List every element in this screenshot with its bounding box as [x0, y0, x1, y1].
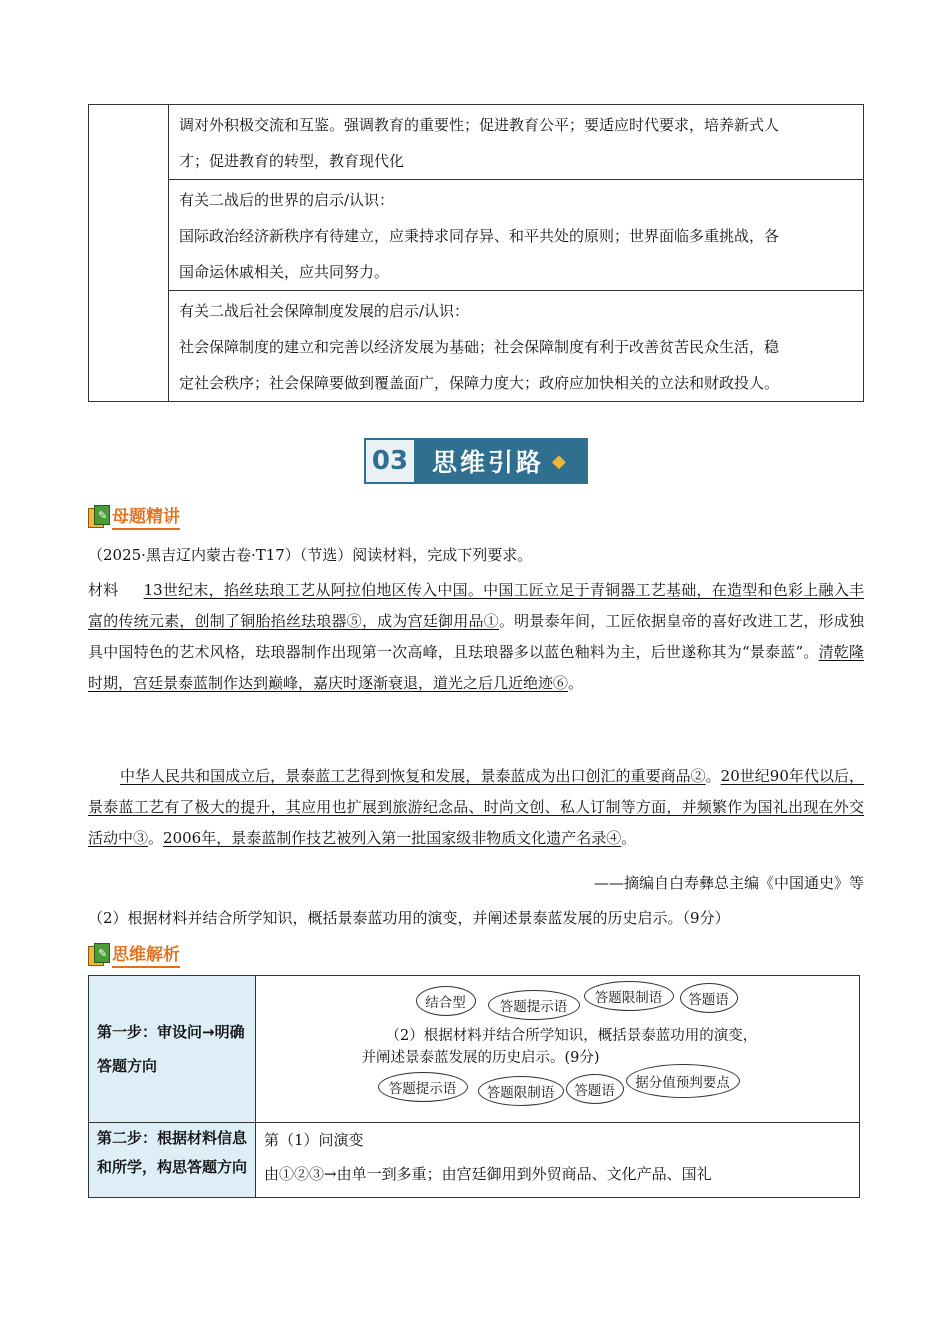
annotation-bubble: 答题语 [566, 1074, 624, 1104]
question-text: （2）根据材料并结合所学知识，概括景泰蓝功用的演变，并阐述景泰蓝发展的历史启示。（9分） [88, 909, 730, 927]
material-source: ——摘编自白寿彝总主编《中国通史》等 [593, 874, 864, 892]
material-paragraph-2 [88, 761, 864, 854]
annotation-bubble: 答题提示语 [488, 990, 580, 1020]
banner-title-text: 思维引路 [432, 448, 545, 477]
step-2-text: 由①②③→由单一到多重；由宫廷御用到外贸商品、文化产品、国礼 [264, 1165, 712, 1183]
annotation-bubble: 答题限制语 [584, 981, 674, 1011]
summary-table [88, 104, 864, 402]
summary-text-line: 有关二战后社会保障制度发展的启示/认识： [179, 302, 470, 320]
annotation-bubble: 结合型 [416, 986, 476, 1016]
material-label: 材料 [88, 581, 119, 599]
material-text: 。 [705, 767, 721, 785]
notebook-icon: ✎ [88, 505, 110, 527]
banner-title [414, 438, 588, 484]
diamond-icon: ◆ [552, 450, 569, 472]
summary-text-line: 国命运休戚相关，应共同努力。 [179, 263, 390, 281]
underlined-text: 2006年，景泰蓝制作技艺被列入第一批国家级非物质文化遗产名录④ [163, 829, 622, 847]
section-title: 思维解析 [112, 940, 180, 968]
material-paragraph-1 [88, 575, 864, 699]
underlined-text: 中华人民共和国成立后，景泰蓝工艺得到恢复和发展，景泰蓝成为出口创汇的重要商品② [120, 767, 706, 785]
material-text: 。明景泰年间，工匠依据皇帝的喜好改进工艺，形成独具中国特色的艺术风格，珐琅器制作出现第一次高峰，且珐琅器多以蓝色釉料为主，后世遂称其为“景泰蓝”。 [88, 612, 864, 661]
annotation-bubble: 答题提示语 [378, 1072, 468, 1102]
question-line-1: （2）根据材料并结合所学知识，概括景泰蓝功用的演变， [385, 1028, 758, 1044]
step-1-label: 第一步：审设问→明确答题方向 [89, 976, 256, 1123]
step-1-content [256, 976, 860, 1123]
summary-text-line: 调对外积极交流和互鉴。强调教育的重要性；促进教育公平；要适应时代要求，培养新式人 [179, 116, 780, 134]
material-text: 。 [621, 829, 637, 847]
summary-left-column [89, 105, 169, 402]
notebook-icon: ✎ [88, 943, 110, 965]
underlined-text: 清乾隆时期，宫廷景泰蓝制作达到巅峰，嘉庆时逐渐衰退，道光之后几近绝迹⑥ [88, 643, 864, 692]
section-banner [364, 438, 588, 484]
summary-text-line: 才；促进教育的转型，教育现代化 [179, 152, 405, 170]
annotation-bubble: 答题限制语 [478, 1076, 564, 1106]
underlined-text: 13世纪末，掐丝珐琅工艺从阿拉伯地区传入中国。中国工匠立足于青铜器工艺基础，在造型和色彩上融入丰富的传统元素，创制了铜胎掐丝珐琅器⑤，成为宫廷御用品① [88, 581, 864, 630]
section-heading-analysis [88, 940, 180, 968]
banner-number: 03 [364, 438, 414, 484]
step-2-title: 第（1）问演变 [264, 1131, 364, 1149]
summary-text-line: 国际政治经济新秩序有待建立，应秉持求同存异、和平共处的原则；世界面临多重挑战，各 [179, 227, 780, 245]
section-heading-mother-question [88, 502, 180, 530]
annotation-bubble: 据分值预判要点 [626, 1064, 740, 1098]
annotation-bubble: 答题语 [680, 983, 738, 1013]
question-source: （2025·黑吉辽内蒙古卷·T17）（节选）阅读材料，完成下列要求。 [88, 546, 533, 564]
summary-row-social-security [169, 291, 864, 402]
summary-row-education [169, 105, 864, 180]
summary-text-line: 定社会秩序；社会保障要做到覆盖面广，保障力度大；政府应加快相关的立法和财政投人。 [179, 374, 780, 392]
underlined-text: 20世纪90年代以后，景泰蓝工艺有了极大的提升，其应用也扩展到旅游纪念品、时尚文创、私人订制等方面，并频繁作为国礼出现在外交活动中③ [88, 767, 864, 847]
section-title: 母题精讲 [112, 502, 180, 530]
step-2-content [256, 1123, 860, 1198]
material-text: 。 [568, 674, 584, 692]
question-annotation-diagram [361, 976, 758, 1106]
material-text: 。 [148, 829, 164, 847]
summary-text-line: 有关二战后的世界的启示/认识： [179, 191, 395, 209]
summary-text-line: 社会保障制度的建立和完善以经济发展为基础；社会保障制度有利于改善贫苦民众生活，稳 [179, 338, 780, 356]
question-line-2: 并阐述景泰蓝发展的历史启示。(9分) [361, 1050, 600, 1066]
summary-row-postwar-world [169, 180, 864, 291]
analysis-table [88, 975, 860, 1198]
step-2-label: 第二步：根据材料信息和所学，构思答题方向 [89, 1123, 256, 1198]
